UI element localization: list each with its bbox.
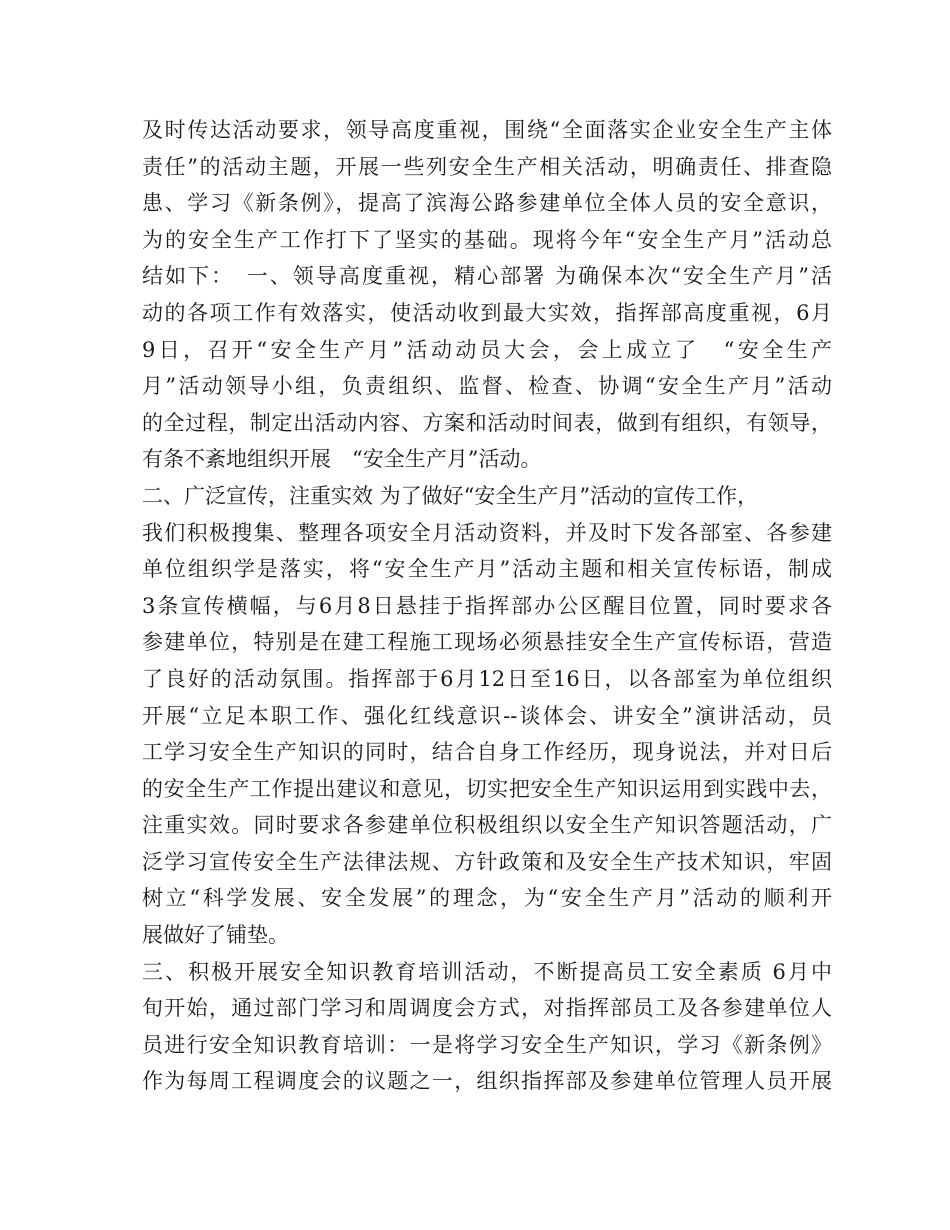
text-line: 月”活动领导小组，负责组织、监督、检查、协调“安全生产月”活动	[142, 374, 832, 399]
text-line: 的安全生产工作提出建议和意见，切实把安全生产知识运用到实践中去，	[142, 776, 832, 801]
text-line: 泛学习宣传安全生产法律法规、方针政策和及安全生产技术知识，牢固	[142, 849, 832, 874]
text-line: 为的安全生产工作打下了坚实的基础。现将今年“安全生产月”活动总	[142, 227, 832, 252]
text-line: 参建单位，特别是在建工程施工现场必须悬挂安全生产宣传标语，营造	[142, 630, 832, 655]
text-line: 员进行安全知识教育培训：一是将学习安全生产知识，学习《新条例》	[142, 1032, 832, 1057]
text-line: 有条不紊地组织开展 “安全生产月”活动。	[142, 447, 542, 472]
text-line: 责任”的活动主题，开展一些列安全生产相关活动，明确责任、排查隐	[142, 154, 832, 179]
text-line: 作为每周工程调度会的议题之一，组织指挥部及参建单位管理人员开展	[142, 1069, 832, 1094]
text-line: 9日，召开“安全生产月”活动动员大会，会上成立了 “安全生产	[142, 337, 832, 362]
text-line: 树立“科学发展、安全发展”的理念，为“安全生产月”活动的顺利开	[142, 886, 832, 911]
text-line: 的全过程，制定出活动内容、方案和活动时间表，做到有组织，有领导，	[142, 410, 832, 435]
text-line: 结如下： 一、领导高度重视，精心部署 为确保本次“安全生产月”活	[142, 264, 832, 289]
document-body	[142, 112, 832, 1100]
text-line: 患、学习《新条例》，提高了滨海公路参建单位全体人员的安全意识，	[142, 191, 832, 216]
text-line: 我们积极搜集、整理各项安全月活动资料，并及时下发各部室、各参建	[142, 520, 832, 545]
text-line: 展做好了铺垫。	[142, 923, 289, 948]
text-line: 及时传达活动要求，领导高度重视，围绕“全面落实企业安全生产主体	[142, 118, 832, 142]
text-line: 工学习安全生产知识的同时，结合自身工作经历，现身说法，并对日后	[142, 740, 832, 765]
text-line: 二、广泛宣传，注重实效 为了做好“安全生产月”活动的宣传工作，	[142, 483, 759, 508]
text-line: 了良好的活动氛围。指挥部于6月12日至16日，以各部室为单位组织	[142, 666, 832, 691]
text-line: 注重实效。同时要求各参建单位积极组织以安全生产知识答题活动，广	[142, 813, 832, 838]
text-line: 单位组织学是落实，将“安全生产月”活动主题和相关宣传标语，制成	[142, 557, 832, 582]
text-line: 动的各项工作有效落实，使活动收到最大实效，指挥部高度重视，6月	[142, 300, 832, 325]
text-line: 旬开始，通过部门学习和周调度会方式，对指挥部员工及各参建单位人	[142, 996, 832, 1021]
text-line: 3条宣传横幅，与6月8日悬挂于指挥部办公区醒目位置，同时要求各	[142, 593, 832, 618]
text-line: 开展“立足本职工作、强化红线意识--谈体会、讲安全”演讲活动，员	[142, 703, 832, 728]
text-line: 三、积极开展安全知识教育培训活动，不断提高员工安全素质 6月中	[142, 959, 832, 984]
